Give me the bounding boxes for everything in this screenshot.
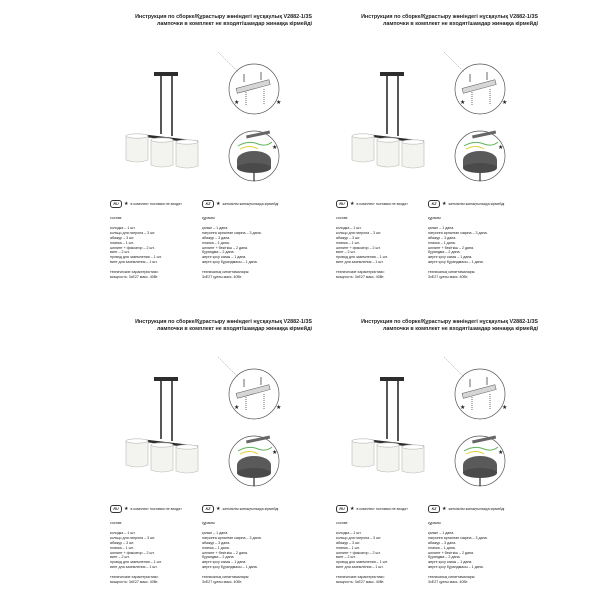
list-item: винт – 2 шт. — [336, 250, 356, 255]
star-icon: ★ — [502, 100, 508, 106]
ru-spec-value: мощность: 3xE27 макс. 40Вт. — [110, 275, 159, 280]
instruction-title — [338, 14, 538, 27]
mounting-bar-detail — [444, 52, 507, 114]
chandelier-illustration — [322, 34, 537, 199]
list-item: абажур – 3 шт. — [110, 540, 135, 545]
list-item: абажур – 3 дана. — [202, 540, 231, 545]
kz-note: жеткізілім жинақтылыққа кірмейді — [222, 201, 279, 206]
title-line-2: лампочки в комплект не входят/шамдар жинаққа кірмейді — [156, 325, 312, 332]
star-icon: ★ — [216, 200, 221, 207]
list-item: шплинт + бекіткіш – 2 дана. — [428, 550, 475, 555]
star-icon: ★ — [124, 200, 129, 207]
list-item: планка – 1 шт. — [336, 545, 360, 550]
ru-badge: RU — [110, 505, 122, 513]
kz-spec-title: техникалық сипаттамалары: — [428, 575, 476, 580]
ru-badge: RU — [336, 505, 348, 513]
mounting-bar-detail — [218, 357, 281, 419]
ru-badge: RU — [336, 200, 348, 208]
list-item: винт – 2 шт. — [110, 250, 130, 255]
lamp-shade — [377, 443, 399, 472]
lamp-shade — [176, 445, 198, 473]
ceiling-canopy — [380, 72, 404, 76]
ru-badge: RU — [110, 200, 122, 208]
kz-spec-value: 3xE27 қуаты макс. 40Вт. — [202, 580, 243, 585]
kz-note-row — [202, 505, 278, 513]
title-line-1: Инструкция по сборке/Құрастыру жөніндегі нұсқаулық V2882-1/3S — [135, 14, 312, 20]
list-item: кольцо для патрона – 3 шт. — [336, 535, 382, 540]
ru-contents — [336, 521, 388, 585]
ru-note: в комплект поставки не входят — [356, 506, 408, 511]
lamp-shade — [352, 134, 374, 162]
list-item: шплинт + фиксатор – 2 шт. — [336, 550, 381, 555]
list-item: винт для заземления – 1 шт. — [336, 260, 384, 265]
lamp-shade — [151, 138, 173, 167]
title-line-1: Инструкция по сборке/Құрастыру жөніндегі нұсқаулық V2882-1/3S — [361, 319, 538, 325]
list-item: абажур – 3 дана. — [428, 235, 457, 240]
star-icon: ★ — [502, 405, 508, 411]
list-item: жерге қосу бұрандмасы – 1 дана. — [202, 565, 258, 570]
list-item: винт для заземления – 1 шт. — [110, 260, 158, 265]
star-icon: ★ — [234, 100, 240, 106]
ru-note-row — [110, 200, 182, 208]
kz-contents — [202, 216, 262, 280]
ru-spec-value: мощность: 3xE27 макс. 40Вт. — [110, 580, 159, 585]
star-icon: ★ — [460, 405, 466, 411]
lamp-shade — [126, 439, 148, 467]
list-item: шплинт + бекіткіш – 2 дана. — [202, 550, 249, 555]
list-item: винт – 2 шт. — [336, 555, 356, 560]
list-item: кольцо для патрона – 3 шт. — [336, 230, 382, 235]
ceiling-canopy — [154, 377, 178, 381]
list-item: жерге қосу бұрандмасы – 1 дана. — [428, 565, 484, 570]
list-item: колодка – 1 шт. — [110, 530, 136, 535]
kz-badge: KZ — [202, 505, 214, 513]
list-item: бұрандма – 2 дана. — [428, 555, 461, 560]
kz-heading: құрамы: — [428, 216, 442, 220]
star-icon: ★ — [442, 200, 447, 207]
chandelier-illustration — [322, 339, 537, 504]
list-item: бұрандма – 2 дана. — [202, 250, 235, 255]
lamp-shade — [402, 445, 424, 473]
kz-note: жеткізілім жинақтылыққа кірмейді — [448, 506, 505, 511]
wiring-detail — [455, 131, 505, 181]
list-item: абажур – 3 дана. — [428, 540, 457, 545]
list-item: абажур – 3 шт. — [336, 235, 361, 240]
kz-spec-value: 3xE27 қуаты макс. 40Вт. — [428, 275, 469, 280]
chandelier-illustration — [352, 377, 424, 473]
star-icon: ★ — [272, 450, 278, 456]
kz-note-row — [202, 200, 278, 208]
list-item: патронға арналған сақина – 3 дана. — [428, 535, 488, 540]
star-icon: ★ — [350, 505, 355, 512]
wiring-detail — [455, 436, 505, 486]
ru-spec-value: мощность: 3xE27 макс. 40Вт. — [336, 275, 385, 280]
kz-note: жеткізілім жинақтылыққа кірмейді — [448, 201, 505, 206]
list-item: провод для заземления – 1 шт. — [336, 560, 388, 565]
ru-note-row — [336, 200, 408, 208]
list-item: винт для заземления – 1 шт. — [110, 565, 158, 570]
star-icon: ★ — [276, 100, 282, 106]
star-icon: ★ — [216, 505, 221, 512]
instruction-title — [338, 319, 538, 332]
ru-note: в комплект поставки не входят — [356, 201, 408, 206]
kz-contents — [428, 521, 488, 585]
kz-contents — [428, 216, 488, 280]
star-icon: ★ — [272, 145, 278, 151]
star-icon: ★ — [276, 405, 282, 411]
wiring-detail — [229, 131, 279, 181]
list-item: жерге қосу сымы – 1 дана. — [428, 560, 473, 565]
lamp-shade — [352, 439, 374, 467]
title-line-2: лампочки в комплект не входят/шамдар жинаққа кірмейді — [382, 325, 538, 332]
chandelier-illustration — [352, 72, 424, 168]
list-item: шплинт + фиксатор – 2 шт. — [110, 245, 155, 250]
list-item: шплинт + фиксатор – 2 шт. — [336, 245, 381, 250]
kz-badge: KZ — [428, 505, 440, 513]
kz-note-row — [428, 200, 504, 208]
star-icon: ★ — [124, 505, 129, 512]
list-item: провод для заземления – 1 шт. — [110, 560, 162, 565]
star-icon: ★ — [460, 100, 466, 106]
instruction-panel — [322, 14, 537, 284]
lamp-shade — [377, 138, 399, 167]
list-item: қалып – 1 дана. — [202, 225, 229, 230]
star-icon: ★ — [498, 450, 504, 456]
list-item: бұрандма – 2 дана. — [202, 555, 235, 560]
kz-contents — [202, 521, 262, 585]
chandelier-illustration — [96, 339, 311, 504]
instruction-title — [112, 319, 312, 332]
list-item: патронға арналған сақина – 3 дана. — [202, 535, 262, 540]
star-icon: ★ — [350, 200, 355, 207]
ru-note: в комплект поставки не входят — [130, 506, 182, 511]
list-item: планка – 1 шт. — [336, 240, 360, 245]
instruction-panel — [322, 319, 537, 589]
list-item: жерге қосу сымы – 1 дана. — [202, 560, 247, 565]
title-line-2: лампочки в комплект не входят/шамдар жинаққа кірмейді — [156, 20, 312, 27]
ru-heading: состав: — [336, 521, 349, 525]
list-item: қалып – 1 дана. — [428, 530, 455, 535]
ru-contents — [110, 521, 162, 585]
kz-badge: KZ — [202, 200, 214, 208]
ru-spec-title: технические характеристики: — [110, 575, 159, 580]
list-item: қалып – 1 дана. — [202, 530, 229, 535]
list-item: бұрандма – 2 дана. — [428, 250, 461, 255]
list-item: жерге қосу сымы – 1 дана. — [428, 255, 473, 260]
ceiling-canopy — [380, 377, 404, 381]
star-icon: ★ — [498, 145, 504, 151]
star-icon: ★ — [234, 405, 240, 411]
lamp-shade — [151, 443, 173, 472]
chandelier-illustration — [126, 72, 198, 168]
list-item: патронға арналған сақина – 3 дана. — [202, 230, 262, 235]
lamp-shade — [176, 140, 198, 168]
list-item: жерге қосу бұрандмасы – 1 дана. — [202, 260, 258, 265]
list-item: колодка – 1 шт. — [336, 225, 362, 230]
lamp-shade — [402, 140, 424, 168]
list-item: планка – 1 дана. — [202, 240, 230, 245]
instruction-title — [112, 14, 312, 27]
mounting-bar-detail — [444, 357, 507, 419]
list-item: абажур – 3 шт. — [336, 540, 361, 545]
list-item: жерге қосу сымы – 1 дана. — [202, 255, 247, 260]
list-item: жерге қосу бұрандмасы – 1 дана. — [428, 260, 484, 265]
ru-contents — [336, 216, 388, 280]
kz-spec-title: техникалық сипаттамалары: — [428, 270, 476, 275]
ru-spec-title: технические характеристики: — [336, 575, 385, 580]
list-item: планка – 1 дана. — [202, 545, 230, 550]
kz-note-row — [428, 505, 504, 513]
list-item: колодка – 1 шт. — [336, 530, 362, 535]
chandelier-illustration — [126, 377, 198, 473]
title-line-1: Инструкция по сборке/Құрастыру жөніндегі нұсқаулық V2882-1/3S — [361, 14, 538, 20]
kz-spec-value: 3xE27 қуаты макс. 40Вт. — [202, 275, 243, 280]
ru-spec-title: технические характеристики: — [336, 270, 385, 275]
ceiling-canopy — [154, 72, 178, 76]
kz-spec-value: 3xE27 қуаты макс. 40Вт. — [428, 580, 469, 585]
list-item: шплинт + бекіткіш – 2 дана. — [428, 245, 475, 250]
ru-spec-title: технические характеристики: — [110, 270, 159, 275]
instruction-panel — [96, 319, 311, 589]
kz-badge: KZ — [428, 200, 440, 208]
ru-contents — [110, 216, 162, 280]
list-item: кольцо для патрона – 3 шт. — [110, 230, 156, 235]
list-item: планка – 1 дана. — [428, 545, 456, 550]
list-item: кольцо для патрона – 3 шт. — [110, 535, 156, 540]
ru-note-row — [336, 505, 408, 513]
wiring-detail — [229, 436, 279, 486]
list-item: планка – 1 шт. — [110, 545, 134, 550]
ru-note-row — [110, 505, 182, 513]
kz-note: жеткізілім жинақтылыққа кірмейді — [222, 506, 279, 511]
list-item: шплинт + фиксатор – 2 шт. — [110, 550, 155, 555]
ru-heading: состав: — [110, 216, 123, 220]
list-item: винт – 2 шт. — [110, 555, 130, 560]
ru-heading: состав: — [336, 216, 349, 220]
title-line-2: лампочки в комплект не входят/шамдар жинаққа кірмейді — [382, 20, 538, 27]
list-item: провод для заземления – 1 шт. — [110, 255, 162, 260]
ru-spec-value: мощность: 3xE27 макс. 40Вт. — [336, 580, 385, 585]
chandelier-illustration — [96, 34, 311, 199]
kz-spec-title: техникалық сипаттамалары: — [202, 575, 250, 580]
list-item: колодка – 1 шт. — [110, 225, 136, 230]
title-line-1: Инструкция по сборке/Құрастыру жөніндегі нұсқаулық V2882-1/3S — [135, 319, 312, 325]
list-item: планка – 1 шт. — [110, 240, 134, 245]
list-item: патронға арналған сақина – 3 дана. — [428, 230, 488, 235]
list-item: винт для заземления – 1 шт. — [336, 565, 384, 570]
ru-note: в комплект поставки не входят — [130, 201, 182, 206]
list-item: планка – 1 дана. — [428, 240, 456, 245]
kz-heading: құрамы: — [202, 216, 216, 220]
list-item: қалып – 1 дана. — [428, 225, 455, 230]
instruction-panel — [96, 14, 311, 284]
star-icon: ★ — [442, 505, 447, 512]
kz-heading: құрамы: — [428, 521, 442, 525]
list-item: абажур – 3 шт. — [110, 235, 135, 240]
ru-heading: состав: — [110, 521, 123, 525]
kz-heading: құрамы: — [202, 521, 216, 525]
kz-spec-title: техникалық сипаттамалары: — [202, 270, 250, 275]
list-item: шплинт + бекіткіш – 2 дана. — [202, 245, 249, 250]
lamp-shade — [126, 134, 148, 162]
list-item: провод для заземления – 1 шт. — [336, 255, 388, 260]
mounting-bar-detail — [218, 52, 281, 114]
list-item: абажур – 3 дана. — [202, 235, 231, 240]
